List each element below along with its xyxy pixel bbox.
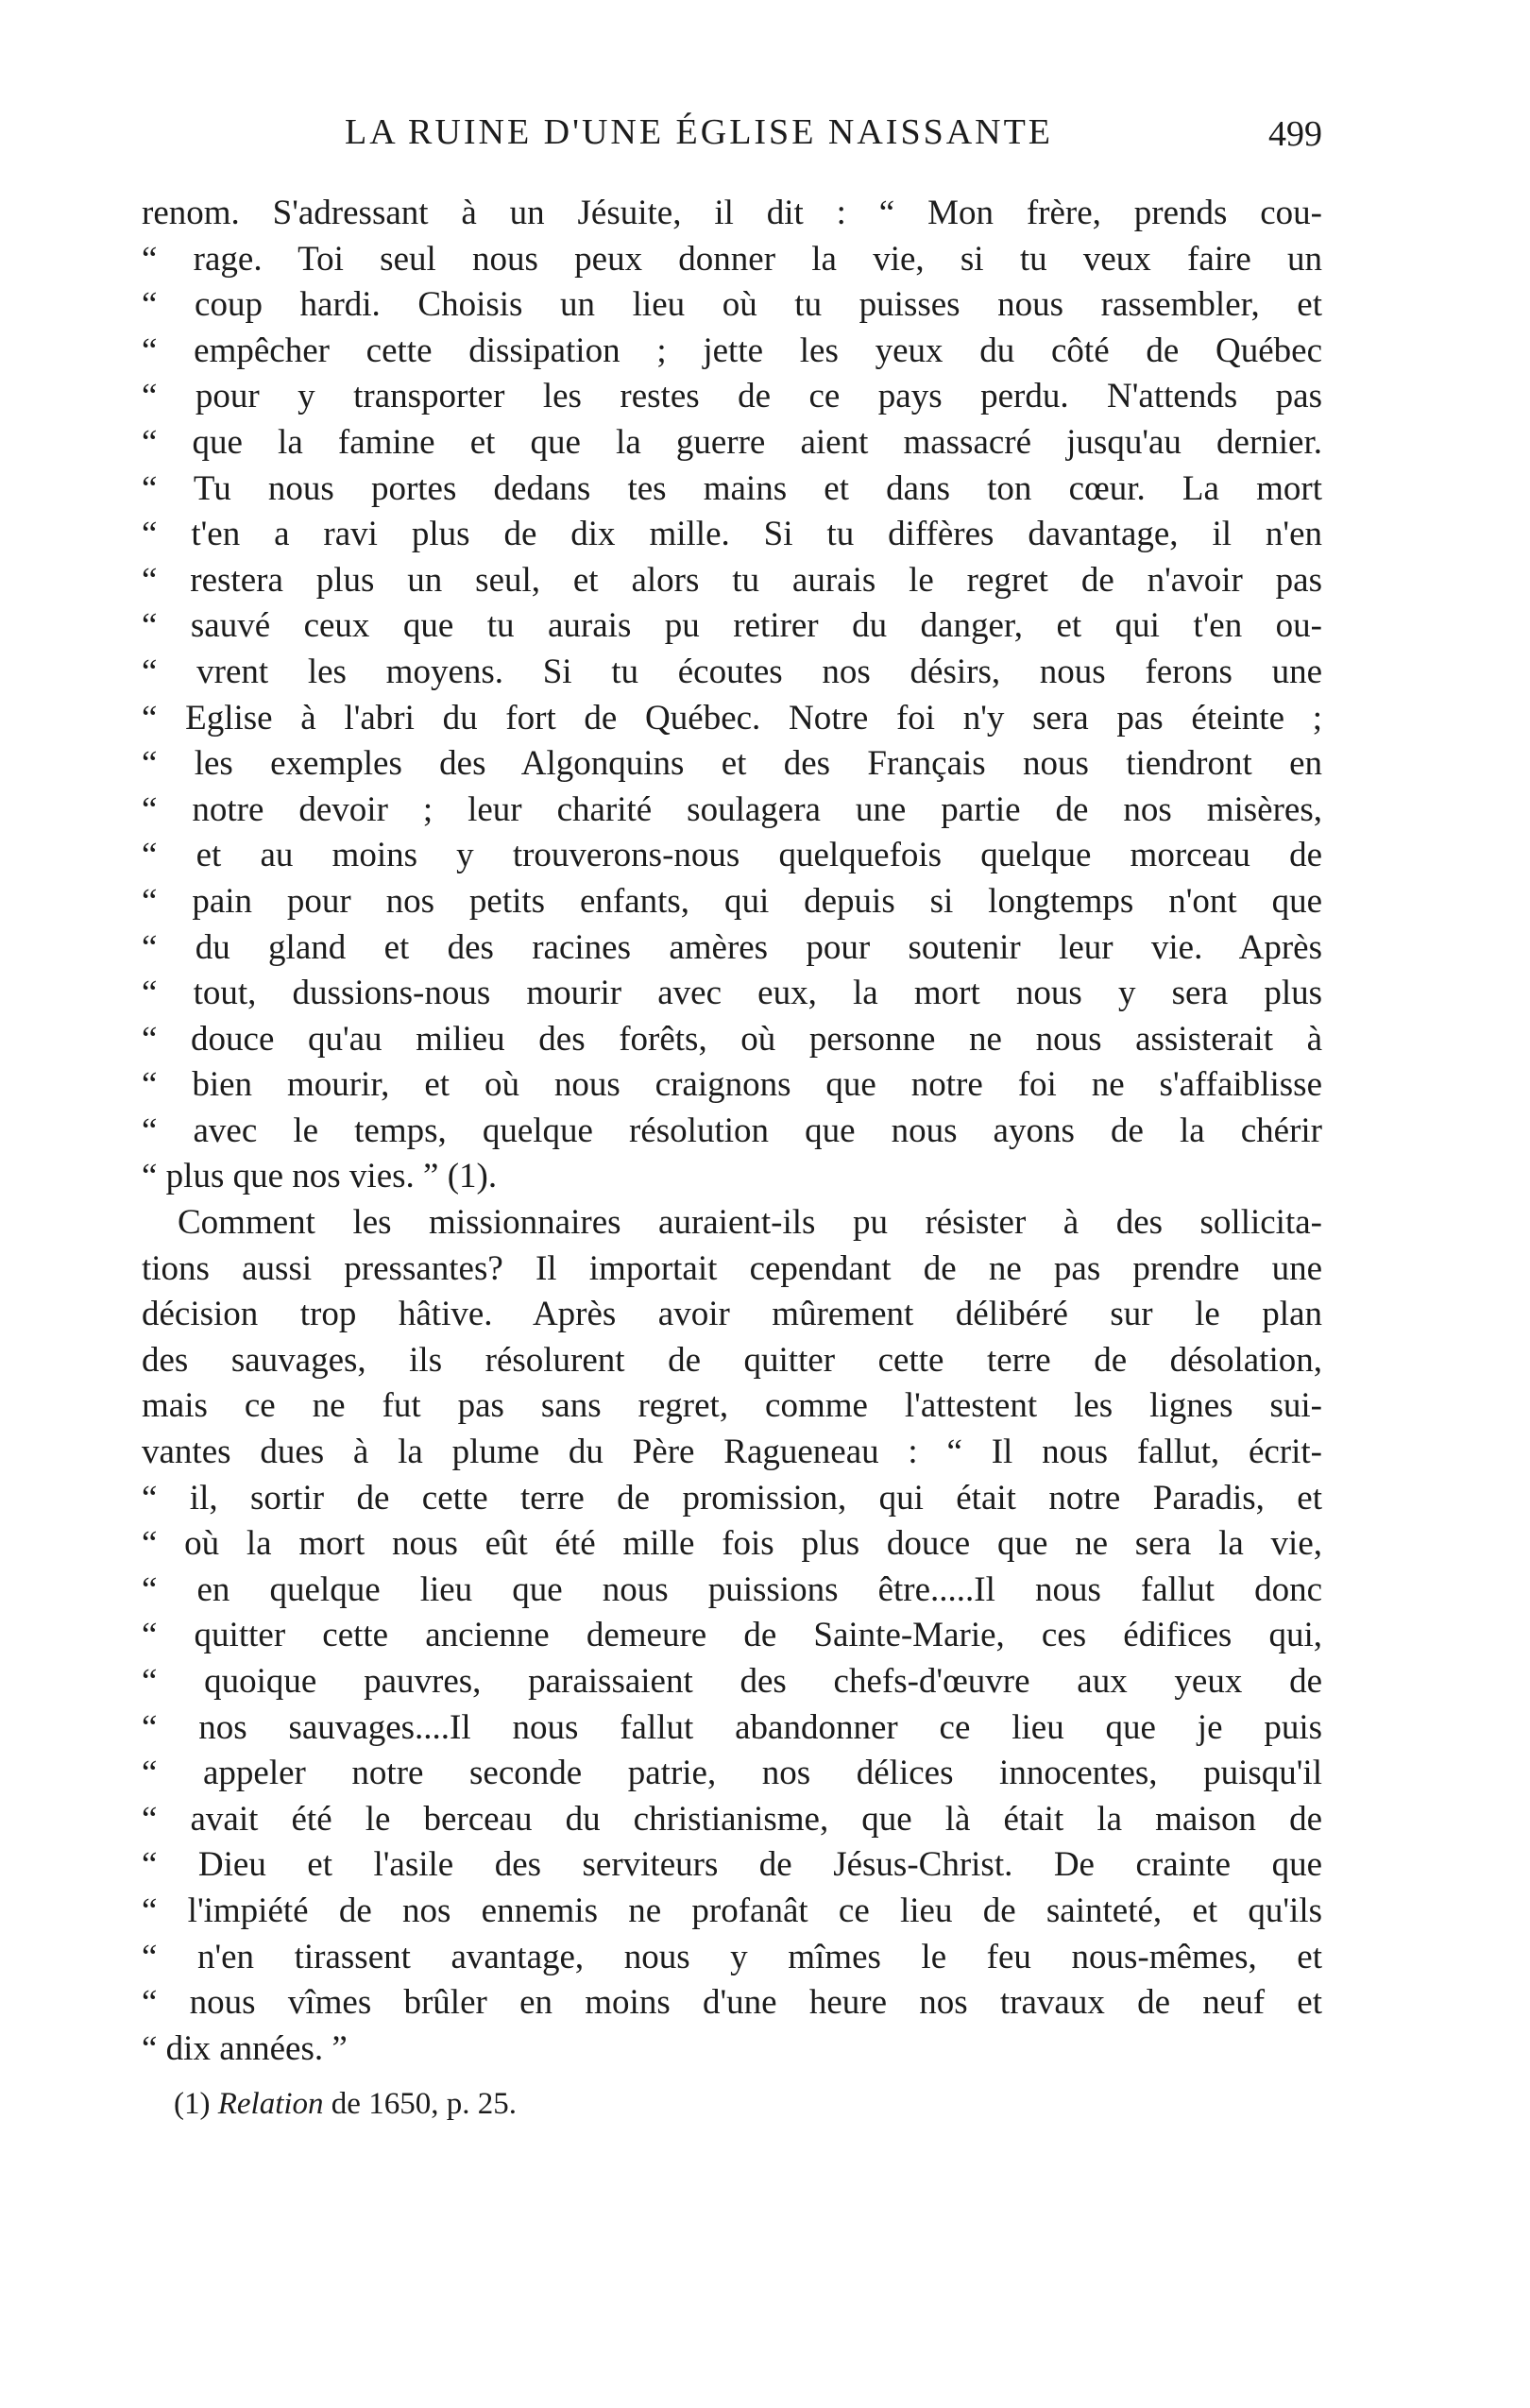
- text-line: “ où la mort nous eût été mille fois plus douce que ne sera la vie,: [142, 1524, 1322, 1564]
- body-text: [142, 191, 1322, 2072]
- text-line: Comment les missionnaires auraient-ils pu résister à des sollicita-: [178, 1203, 1322, 1243]
- text-line: “ en quelque lieu que nous puissions être.....Il nous fallut donc: [142, 1569, 1322, 1609]
- text-line: mais ce ne fut pas sans regret, comme l'attestent les lignes sui-: [142, 1386, 1322, 1426]
- text-line: “ sauvé ceux que tu aurais pu retirer du danger, et qui t'en ou-: [142, 606, 1322, 646]
- text-line: “ rage. Toi seul nous peux donner la vie, si tu veux faire un: [142, 239, 1322, 279]
- page-header: [142, 111, 1322, 168]
- text-line: “ restera plus un seul, et alors tu aurais le regret de n'avoir pas: [142, 560, 1322, 600]
- text-line: “ nous vîmes brûler en moins d'une heure nos travaux de neuf et: [142, 1983, 1322, 2023]
- text-line: “ douce qu'au milieu des forêts, où personne ne nous assisterait à: [142, 1019, 1322, 1059]
- text-line: “ tout, dussions-nous mourir avec eux, la mort nous y sera plus: [142, 974, 1322, 1013]
- page-number: 499: [1268, 114, 1322, 154]
- footnote-source-title: Relation: [217, 2087, 324, 2121]
- running-title: LA RUINE D'UNE ÉGLISE NAISSANTE: [345, 112, 1054, 152]
- text-line: “ pour y transporter les restes de ce pays perdu. N'attends pas: [142, 377, 1322, 416]
- text-line: “ coup hardi. Choisis un lieu où tu puisses nous rassembler, et: [142, 285, 1322, 325]
- text-line: “ nos sauvages....Il nous fallut abandonner ce lieu que je puis: [142, 1707, 1322, 1747]
- text-line: “ plus que nos vies. ” (1).: [142, 1157, 498, 1196]
- text-line: “ les exemples des Algonquins et des Français nous tiendront en: [142, 744, 1322, 784]
- text-line: “ notre devoir ; leur charité soulagera une partie de nos misères,: [142, 789, 1322, 829]
- text-line: “ t'en a ravi plus de dix mille. Si tu diffères davantage, il n'en: [142, 515, 1322, 554]
- paragraph: [142, 1200, 1322, 2072]
- text-line: “ Dieu et l'asile des serviteurs de Jésus-Christ. De crainte que: [142, 1845, 1322, 1885]
- text-line: “ et au moins y trouverons-nous quelquefois quelque morceau de: [142, 836, 1322, 875]
- text-line: “ empêcher cette dissipation ; jette les yeux du côté de Québec: [142, 331, 1322, 370]
- paragraph: [142, 191, 1322, 1200]
- text-line: “ avec le temps, quelque résolution que nous ayons de la chérir: [142, 1111, 1322, 1150]
- text-line: tions aussi pressantes? Il importait cependant de ne pas prendre une: [142, 1248, 1322, 1288]
- text-line: “ l'impiété de nos ennemis ne profanât ce lieu de sainteté, et qu'ils: [142, 1891, 1322, 1930]
- text-line: “ bien mourir, et où nous craignons que notre foi ne s'affaiblisse: [142, 1065, 1322, 1105]
- footnote: [174, 2087, 517, 2122]
- text-line: “ appeler notre seconde patrie, nos délices innocentes, puisqu'il: [142, 1754, 1322, 1793]
- text-line: “ avait été le berceau du christianisme, que là était la maison de: [142, 1799, 1322, 1839]
- text-line: décision trop hâtive. Après avoir mûrement délibéré sur le plan: [142, 1295, 1322, 1334]
- text-line: vantes dues à la plume du Père Ragueneau : “ Il nous fallut, écrit-: [142, 1433, 1322, 1472]
- text-line: “ n'en tirassent avantage, nous y mîmes le feu nous-mêmes, et: [142, 1937, 1322, 1976]
- text-line: “ pain pour nos petits enfants, qui depuis si longtemps n'ont que: [142, 881, 1322, 921]
- text-line: des sauvages, ils résolurent de quitter cette terre de désolation,: [142, 1340, 1322, 1380]
- text-line: “ quoique pauvres, paraissaient des chefs-d'œuvre aux yeux de: [142, 1662, 1322, 1701]
- text-line: “ que la famine et que la guerre aient massacré jusqu'au dernier.: [142, 422, 1322, 462]
- text-line: “ Tu nous portes dedans tes mains et dans ton cœur. La mort: [142, 468, 1322, 508]
- text-line: “ vrent les moyens. Si tu écoutes nos désirs, nous ferons une: [142, 652, 1322, 691]
- footnote-marker: (1): [174, 2087, 211, 2121]
- text-line: “ du gland et des racines amères pour soutenir leur vie. Après: [142, 927, 1322, 967]
- text-line: “ il, sortir de cette terre de promission, qui était notre Paradis, et: [142, 1478, 1322, 1518]
- text-line: “ dix années. ”: [142, 2028, 348, 2068]
- text-line: “ Eglise à l'abri du fort de Québec. Notre foi n'y sera pas éteinte ;: [142, 698, 1322, 738]
- text-line: “ quitter cette ancienne demeure de Sainte-Marie, ces édifices qui,: [142, 1616, 1322, 1655]
- text-line: renom. S'adressant à un Jésuite, il dit : “ Mon frère, prends cou-: [142, 194, 1322, 232]
- footnote-reference: de 1650, p. 25.: [331, 2087, 517, 2121]
